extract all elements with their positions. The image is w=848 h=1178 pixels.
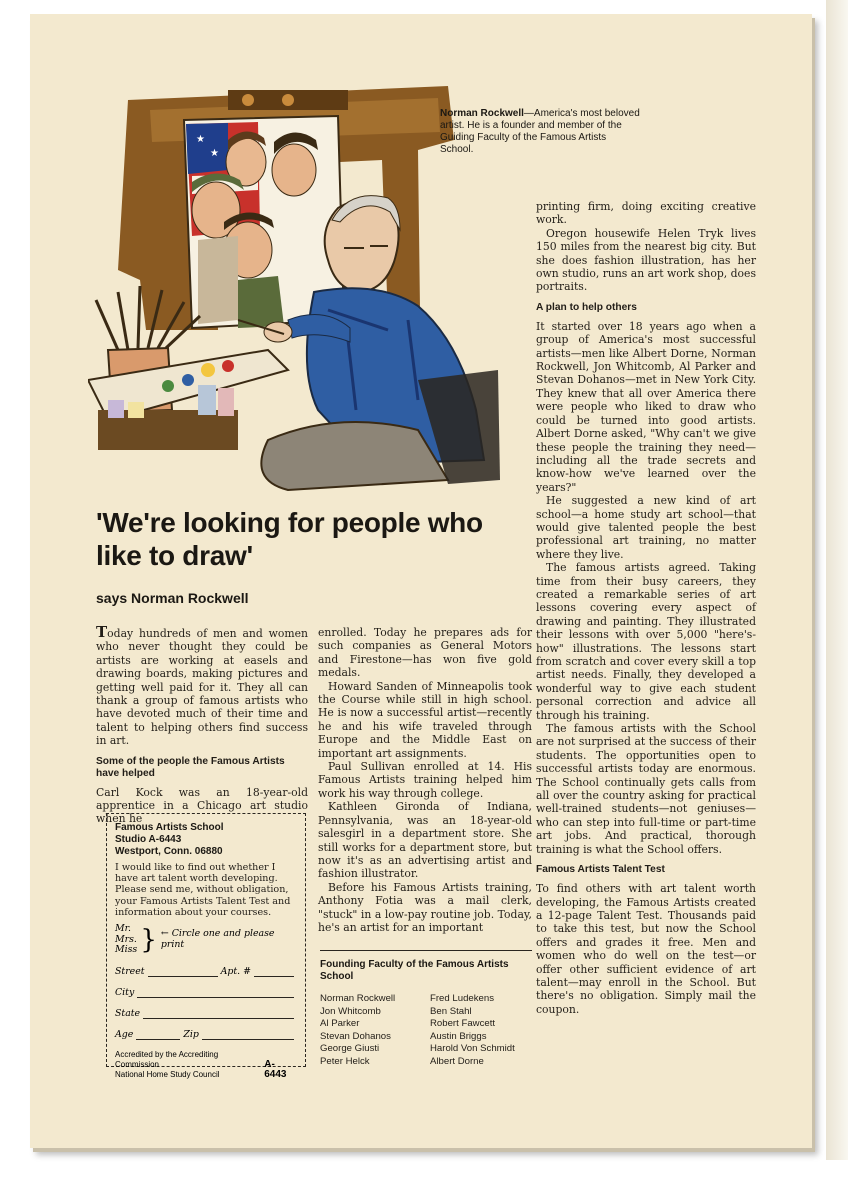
- intro-paragraph: [96, 623, 308, 748]
- svg-text:★: ★: [196, 134, 205, 145]
- plan-heading: A plan to help others: [536, 301, 637, 313]
- salutation-mrs[interactable]: Mrs.: [115, 933, 137, 945]
- state-field[interactable]: [115, 1008, 297, 1019]
- paragraph: Paul Sullivan enrolled at 14. His Famous Artists training helped him work his way through college.: [318, 760, 532, 800]
- faculty-member: Albert Dorne: [430, 1055, 484, 1067]
- article-column-3: [536, 200, 756, 1016]
- adjacent-page-edge: [826, 0, 848, 1160]
- caption-name: Norman Rockwell: [440, 108, 524, 119]
- coupon-school: Famous Artists School: [115, 822, 224, 833]
- coupon-body: I would like to find out whether I have art talent worth developing. Please send me, without obligation, your Famous Artists Talent Test and information about your courses.: [115, 862, 291, 918]
- accreditation-line-1: Accredited by the Accrediting Commission: [115, 1049, 219, 1069]
- paragraph: Oregon housewife Helen Tryk lives 150 miles from the nearest big city. But she does fashion illustration, has her own studio, runs an art work shop, does portraits.: [536, 226, 756, 294]
- faculty-list-right: [430, 993, 515, 1069]
- faculty-list-left: [320, 993, 430, 1069]
- coupon-studio: Studio A-6443: [115, 834, 182, 845]
- faculty-member: Norman Rockwell: [320, 993, 396, 1004]
- street-label: Street: [115, 965, 145, 977]
- talent-test-heading: Famous Artists Talent Test: [536, 864, 665, 876]
- faculty-member: Robert Fawcett: [430, 1018, 496, 1030]
- paragraph: The famous artists agreed. Taking time from their busy careers, they created a remarkable series of art lessons covering every aspect of drawing and painting. They illustrated their lessons with over 5,000 "here's-how" illustrations. The lessons start from scratch and cover every skill a top artist needs. Finally, they developed a wonderful way to give each student personal correction and advice all through his training.: [536, 561, 756, 722]
- headline: 'We're looking for people who like to draw': [96, 507, 483, 571]
- paragraph: He suggested a new kind of art school—a home study art school—that would give talented people the best professional art training, no matter where they live.: [536, 494, 756, 561]
- illustration-caption: [440, 108, 640, 156]
- paragraph: To find others with art talent worth developing, the Famous Artists created a 12-page Talent Test. Thousands paid to take this test, but now the School offers and grades it free. Men and women who do well on the test—or offer other sufficient evidence of art talent—may enroll in the School. But there's no obligation. Simply mail the coupon.: [536, 882, 756, 1016]
- faculty-member: Stevan Dohanos: [320, 1030, 391, 1042]
- paragraph: printing firm, doing exciting creative work.: [536, 200, 756, 227]
- salutation-mr[interactable]: Mr.: [115, 923, 132, 935]
- salutation-miss[interactable]: Miss: [115, 944, 138, 956]
- paragraph: It started over 18 years ago when a group of America's most successful artists—men like Albert Dorne, Norman Rockwell, Jon Whitcomb, Al Parker and Stevan Dohanos—met in New York City. They knew that all over America there were people who liked to draw who could be turned into good artists. Albert Dorne asked, "Why can't we give these people the training they need—including all the trade secrets and know-how we've learned over the years?": [536, 319, 756, 494]
- circle-instruction: ← Circle one and please print: [160, 928, 275, 950]
- salutation-choice[interactable]: [115, 924, 297, 956]
- faculty-member: Fred Ludekens: [430, 993, 494, 1004]
- street-field[interactable]: [115, 966, 297, 977]
- subhead: says Norman Rockwell: [96, 590, 249, 606]
- coupon-town: Westport, Conn. 06880: [115, 846, 223, 857]
- founding-faculty: [320, 950, 532, 1069]
- faculty-member: Harold Von Schmidt: [430, 1043, 515, 1055]
- faculty-member: Austin Briggs: [430, 1030, 487, 1042]
- paragraph: Carl Kock was an 18-year-old apprentice in a Chicago art studio when he: [96, 785, 308, 826]
- drop-cap: T: [96, 623, 108, 641]
- street-line[interactable]: [148, 968, 218, 977]
- caption-text: —America's most beloved artist. He is a founder and member of the Guiding Faculty of the Famous Artists School.: [440, 108, 640, 155]
- city-line[interactable]: [137, 989, 294, 998]
- zip-label: Zip: [183, 1028, 199, 1040]
- state-line[interactable]: [143, 1010, 294, 1019]
- faculty-member: Jon Whitcomb: [320, 1005, 381, 1017]
- helped-heading: Some of the people the Famous Artists have helped: [96, 755, 285, 779]
- paragraph: Before his Famous Artists training, Anthony Fotia was a mail clerk, "stuck" in a low-pay routine job. Today, he's an artist for an important: [318, 880, 532, 934]
- faculty-member: Al Parker: [320, 1018, 360, 1030]
- accreditation: [115, 1050, 297, 1080]
- faculty-member: George Giusti: [320, 1043, 380, 1055]
- paragraph: Howard Sanden of Minneapolis took the Course while still in high school. He is now a successful artist—recently he and his wife traveled through Europe and the Middle East on important art assignments.: [318, 679, 532, 760]
- article-column-2: [318, 626, 532, 934]
- zip-line[interactable]: [202, 1031, 294, 1040]
- apt-line[interactable]: [254, 968, 294, 977]
- age-label: Age: [115, 1028, 134, 1040]
- mail-coupon[interactable]: [106, 813, 306, 1080]
- coupon-code: A-6443: [264, 1058, 287, 1080]
- age-line[interactable]: [136, 1031, 180, 1040]
- paragraph: Kathleen Gironda of Indiana, Pennsylvania, was an 18-year-old salesgirl in a department store. She still works for a department store, but now it's as an advertising artist and fashion illustrator.: [318, 800, 532, 881]
- intro-text: oday hundreds of men and women who never thought they could be artists are working at easels and drawing boards, making pictures and getting well paid for it. They all can thank a group of famous artists who have devoted much of their time and talent to helping others find success in art.: [96, 627, 308, 748]
- apt-label: Apt. #: [220, 965, 251, 977]
- city-label: City: [115, 986, 135, 998]
- city-field[interactable]: [115, 987, 297, 998]
- paragraph: enrolled. Today he prepares ads for such companies as General Motors and Firestone—has won five gold medals.: [318, 626, 532, 680]
- faculty-member: Peter Helck: [320, 1055, 370, 1067]
- paragraph: The famous artists with the School are not surprised at the success of their students. The opportunities open to successful artists today are enormous. The School continually gets calls from all over the country asking for practical well-trained students—not geniuses—who can step into full-time or part-time art jobs. And practical, thorough training is what the School offers.: [536, 722, 756, 856]
- article-column-1: [96, 623, 308, 826]
- brace-icon: }: [140, 924, 157, 955]
- svg-text:★: ★: [210, 148, 219, 159]
- accreditation-line-2: National Home Study Council: [115, 1069, 220, 1079]
- faculty-title: Founding Faculty of the Famous Artists School: [320, 959, 509, 982]
- faculty-member: Ben Stahl: [430, 1005, 472, 1017]
- state-label: State: [115, 1007, 141, 1019]
- age-zip-field[interactable]: [115, 1029, 297, 1040]
